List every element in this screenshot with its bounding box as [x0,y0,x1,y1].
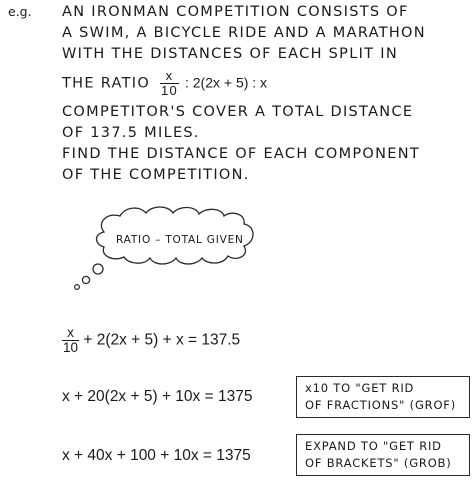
note-line: OF FRACTIONS" (GROF) [305,398,457,412]
note-line: x10 TO "GET RID [305,381,415,395]
problem-line: COMPETITOR'S COVER A TOTAL DISTANCE [62,104,414,120]
note-box-grob [296,434,470,476]
note-line: OF BRACKETS" (GROB) [305,456,452,470]
problem-line: A SWIM, A BICYCLE RIDE AND A MARATHON [62,25,426,41]
ratio-rest: : 2(2x + 5) : x [184,74,268,91]
fraction-numerator: x [165,68,174,83]
note-box-grof [296,376,470,418]
equation-2: x + 20(2x + 5) + 10x = 1375 [62,388,253,405]
thought-bubble-text: RATIO – TOTAL GIVEN [116,234,244,246]
problem-line: WITH THE DISTANCES OF EACH SPLIT IN [62,46,398,62]
fraction-denominator: 10 [160,83,179,98]
problem-line: OF 137.5 MILES. [62,125,200,141]
problem-line: FIND THE DISTANCE OF EACH COMPONENT [62,146,421,162]
equation-1 [62,326,240,355]
equation-rest: + 2(2x + 5) + x = 137.5 [83,331,241,349]
fraction-numerator: x [67,325,74,340]
example-label: e.g. [8,4,32,19]
ratio-prefix: THE RATIO [62,75,151,92]
equation-3: x + 40x + 100 + 10x = 1375 [62,447,251,464]
fraction-denominator: 10 [63,340,79,355]
equation-fraction [62,326,79,355]
problem-line: OF THE COMPETITION. [62,167,250,183]
problem-line: AN IRONMAN COMPETITION CONSISTS OF [62,4,409,20]
note-line: EXPAND TO "GET RID [305,439,442,453]
